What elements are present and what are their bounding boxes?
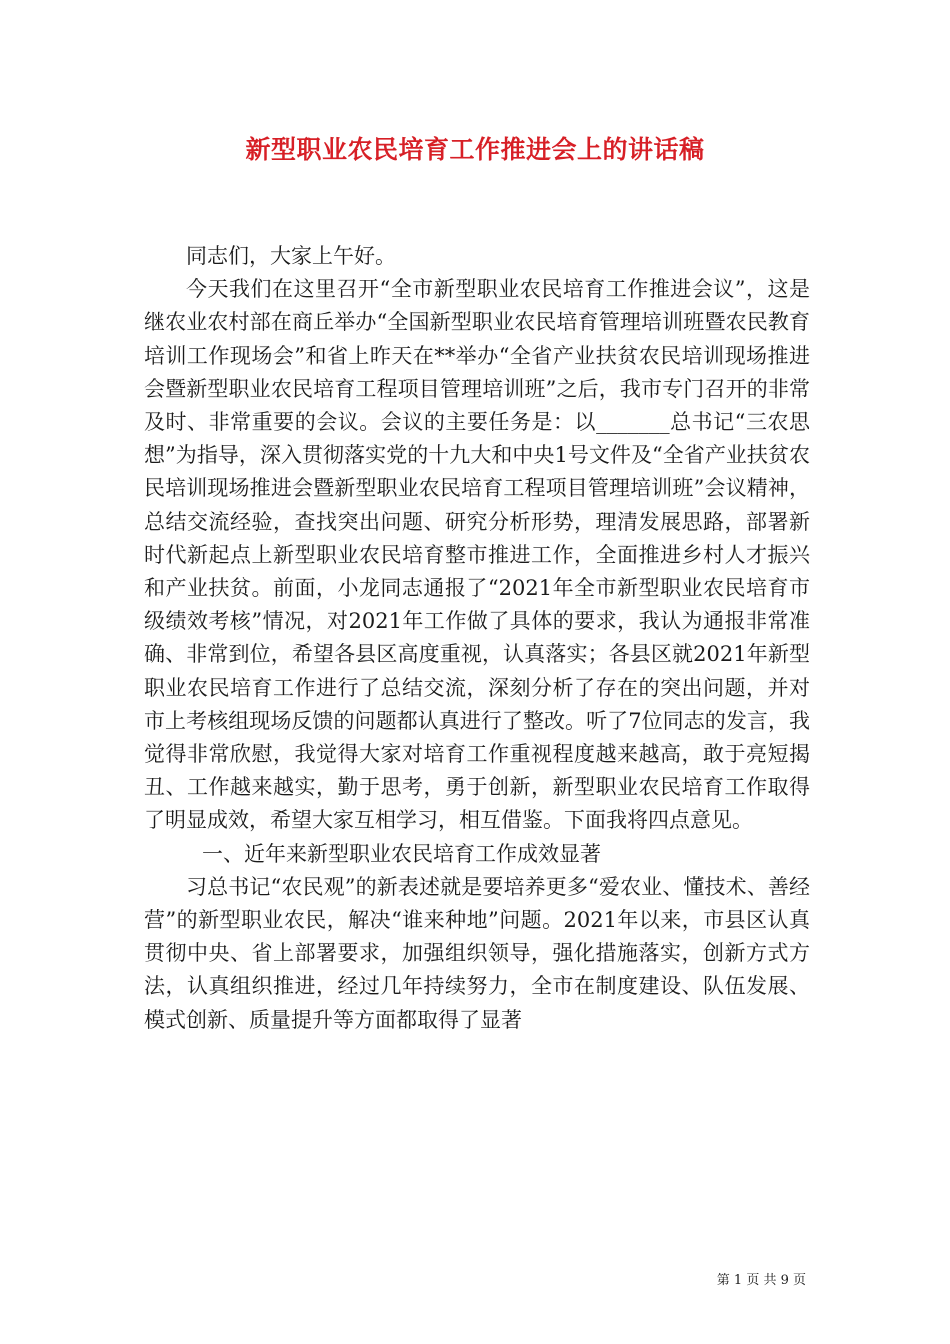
page-footer: 第 1 页 共 9 页 xyxy=(716,1273,806,1288)
document-title: 新型职业农民培育工作推进会上的讲话稿 xyxy=(245,135,705,164)
document-body xyxy=(144,240,810,1037)
section-paragraph: 习总书记“农民观”的新表述就是要培养更多“爱农业、懂技术、善经营”的新型职业农民，解决“谁来种地”问题。2021年以来，市县区认真贯彻中央、省上部署要求，加强组织领导，强化措施落实，创新方式方法，认真组织推进，经过几年持续努力，全市在制度建设、队伍发展、模式创新、质量提升等方面都取得了显著 xyxy=(144,874,810,1032)
greeting-paragraph: 同志们，大家上午好。 xyxy=(186,244,396,268)
section-heading: 一、近年来新型职业农民培育工作成效显著 xyxy=(202,841,601,866)
opening-paragraph: 今天我们在这里召开“全市新型职业农民培育工作推进会议”，这是继农业农村部在商丘举办“全国新型职业农民培育管理培训班暨农民教育培训工作现场会”和省上昨天在**举办“全省产业扶贫农民培训现场推进会暨新型职业农民培育工程项目管理培训班”之后，我市专门召开的非常及时、非常重要的会议。会议的主要任务是：以_______总书记“三农思想”为指导，深入贯彻落实党的十九大和中央1号文件及“全省产业扶贫农民培训现场推进会暨新型职业农民培育工程项目管理培训班”会议精神，总结交流经验，查找突出问题、研究分析形势，理清发展思路，部署新时代新起点上新型职业农民培育整市推进工作，全面推进乡村人才振兴和产业扶贫。前面，小龙同志通报了“2021年全市新型职业农民培育市级绩效考核”情况，对2021年工作做了具体的要求，我认为通报非常准确、非常到位，希望各县区高度重视，认真落实；各县区就2021年新型职业农民培育工作进行了总结交流，深刻分析了存在的突出问题，并对市上考核组现场反馈的问题都认真进行了整改。听了7位同志的发言，我觉得非常欣慰，我觉得大家对培育工作重视程度越来越高，敢于亮短揭丑、工作越来越实，勤于思考，勇于创新，新型职业农民培育工作取得了明显成效，希望大家互相学习，相互借鉴。下面我将四点意见。 xyxy=(144,277,810,833)
